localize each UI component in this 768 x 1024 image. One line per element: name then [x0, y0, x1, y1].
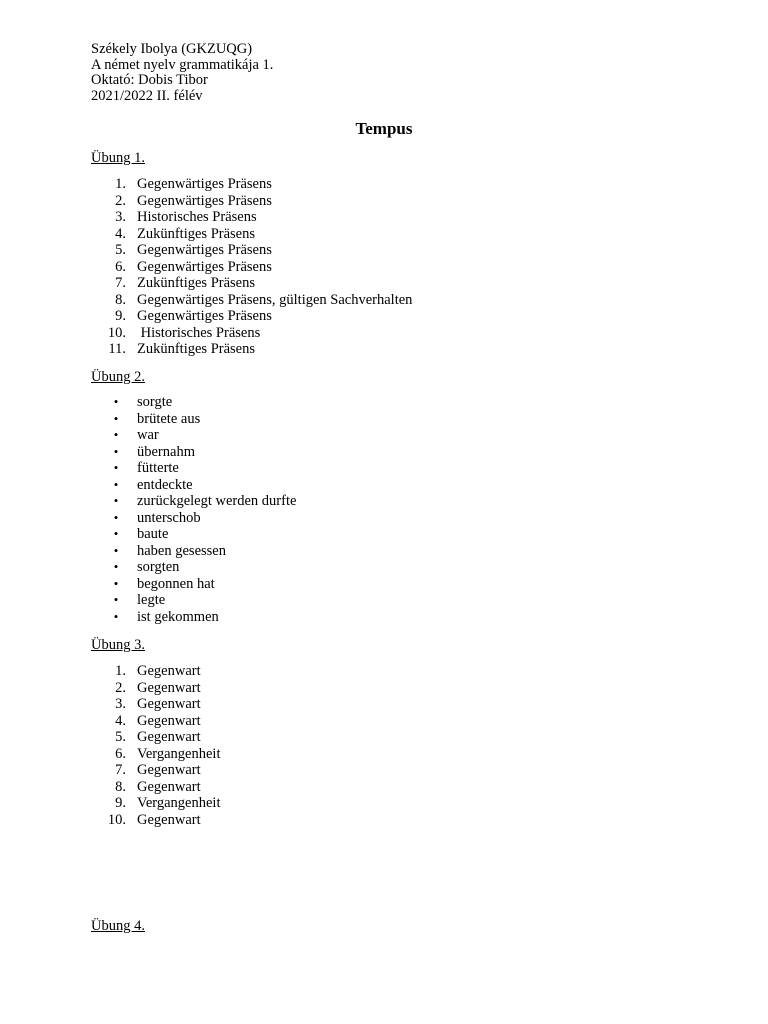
- bullet-icon: •: [113, 493, 119, 508]
- bullet-icon: •: [113, 526, 119, 541]
- bullet-icon: •: [113, 559, 119, 574]
- student-name: Székely Ibolya (GKZUQG): [91, 41, 253, 57]
- section-heading-uebung-3: Übung 3.: [91, 637, 145, 653]
- section-heading-uebung-1: Übung 1.: [91, 150, 145, 166]
- list-item-text: Zukünftiges Präsens: [137, 275, 255, 291]
- list-item-text: Historisches Präsens: [137, 324, 261, 341]
- list-number: 9.: [115, 308, 126, 324]
- bullet-icon: •: [113, 509, 119, 525]
- semester: 2021/2022 II. félév: [91, 87, 203, 104]
- list-item-text: legte: [137, 592, 166, 608]
- list-item-text: Gegenwart: [137, 712, 201, 729]
- list-item-text: unterschob: [137, 509, 201, 526]
- list-item-text: Gegenwart: [137, 663, 201, 679]
- list-number: 6.: [115, 258, 126, 275]
- list-number: 7.: [115, 275, 126, 291]
- list-number: 4.: [115, 225, 126, 242]
- list-item-text: Vergangenheit: [137, 795, 221, 811]
- bullet-icon: •: [113, 410, 119, 426]
- list-item-text: haben gesessen: [137, 542, 226, 559]
- list-item-text: Gegenwärtiges Präsens, gültigen Sachverhalten: [137, 291, 413, 308]
- section-heading-uebung-2: Übung 2.: [91, 369, 145, 385]
- list-number: 8.: [115, 291, 126, 308]
- list-item-text: Vergangenheit: [137, 745, 221, 762]
- list-item-text: entdeckte: [137, 476, 193, 493]
- list-number: 10.: [107, 811, 126, 828]
- list-item-text: sorgten: [137, 559, 180, 575]
- list-item-text: brütete aus: [137, 410, 201, 427]
- list-number: 10.: [107, 324, 126, 341]
- list-item-text: Zukünftiges Präsens: [137, 225, 255, 242]
- bullet-icon: •: [113, 443, 119, 459]
- list-item-text: baute: [137, 526, 169, 542]
- list-item-text: Gegenwart: [137, 696, 201, 712]
- course-name: A német nyelv grammatikája 1.: [91, 56, 274, 73]
- list-item-text: war: [137, 427, 159, 443]
- list-item-text: Gegenwärtiges Präsens: [137, 192, 272, 209]
- instructor-name: Oktató: Dobis Tibor: [91, 72, 208, 88]
- list-item-text: begonnen hat: [137, 575, 215, 592]
- list-number: 11.: [108, 341, 126, 357]
- list-item-text: ist gekommen: [137, 608, 219, 625]
- list-number: 8.: [115, 778, 126, 795]
- list-item-text: Gegenwart: [137, 729, 201, 745]
- list-item-text: Zukünftiges Präsens: [137, 341, 255, 357]
- list-item-text: zurückgelegt werden durfte: [137, 493, 297, 509]
- list-item-text: Gegenwärtiges Präsens: [137, 242, 272, 258]
- list-number: 4.: [115, 712, 126, 729]
- bullet-icon: •: [113, 427, 119, 442]
- list-item-text: Gegenwart: [137, 778, 201, 795]
- list-item-text: Gegenwart: [137, 679, 201, 696]
- list-number: 1.: [115, 176, 126, 192]
- list-number: 2.: [115, 192, 126, 209]
- list-number: 3.: [115, 696, 126, 712]
- bullet-icon: •: [113, 592, 119, 607]
- list-item-text: fütterte: [137, 460, 179, 476]
- list-number: 2.: [115, 679, 126, 696]
- bullet-icon: •: [113, 575, 119, 591]
- page-title: Tempus: [355, 119, 413, 138]
- list-number: 1.: [115, 663, 126, 679]
- section-heading-uebung-4: Übung 4.: [91, 918, 145, 934]
- bullet-icon: •: [113, 394, 119, 409]
- document-header: [91, 42, 273, 104]
- bullet-icon: •: [113, 608, 119, 624]
- list-item-text: Gegenwart: [137, 762, 201, 778]
- list-item-text: Gegenwärtiges Präsens: [137, 308, 272, 324]
- list-number: 9.: [115, 795, 126, 811]
- list-item-text: sorgte: [137, 394, 173, 410]
- list-number: 5.: [115, 242, 126, 258]
- bullet-icon: •: [113, 460, 119, 475]
- list-item-text: Gegenwart: [137, 811, 201, 828]
- list-number: 6.: [115, 745, 126, 762]
- list-number: 5.: [115, 729, 126, 745]
- list-item-text: übernahm: [137, 443, 195, 460]
- list-number: 7.: [115, 762, 126, 778]
- list-item-text: Historisches Präsens: [137, 209, 257, 225]
- bullet-icon: •: [113, 476, 119, 492]
- list-item-text: Gegenwärtiges Präsens: [137, 176, 272, 192]
- bullet-icon: •: [113, 542, 119, 558]
- list-item-text: Gegenwärtiges Präsens: [137, 258, 272, 275]
- list-number: 3.: [115, 209, 126, 225]
